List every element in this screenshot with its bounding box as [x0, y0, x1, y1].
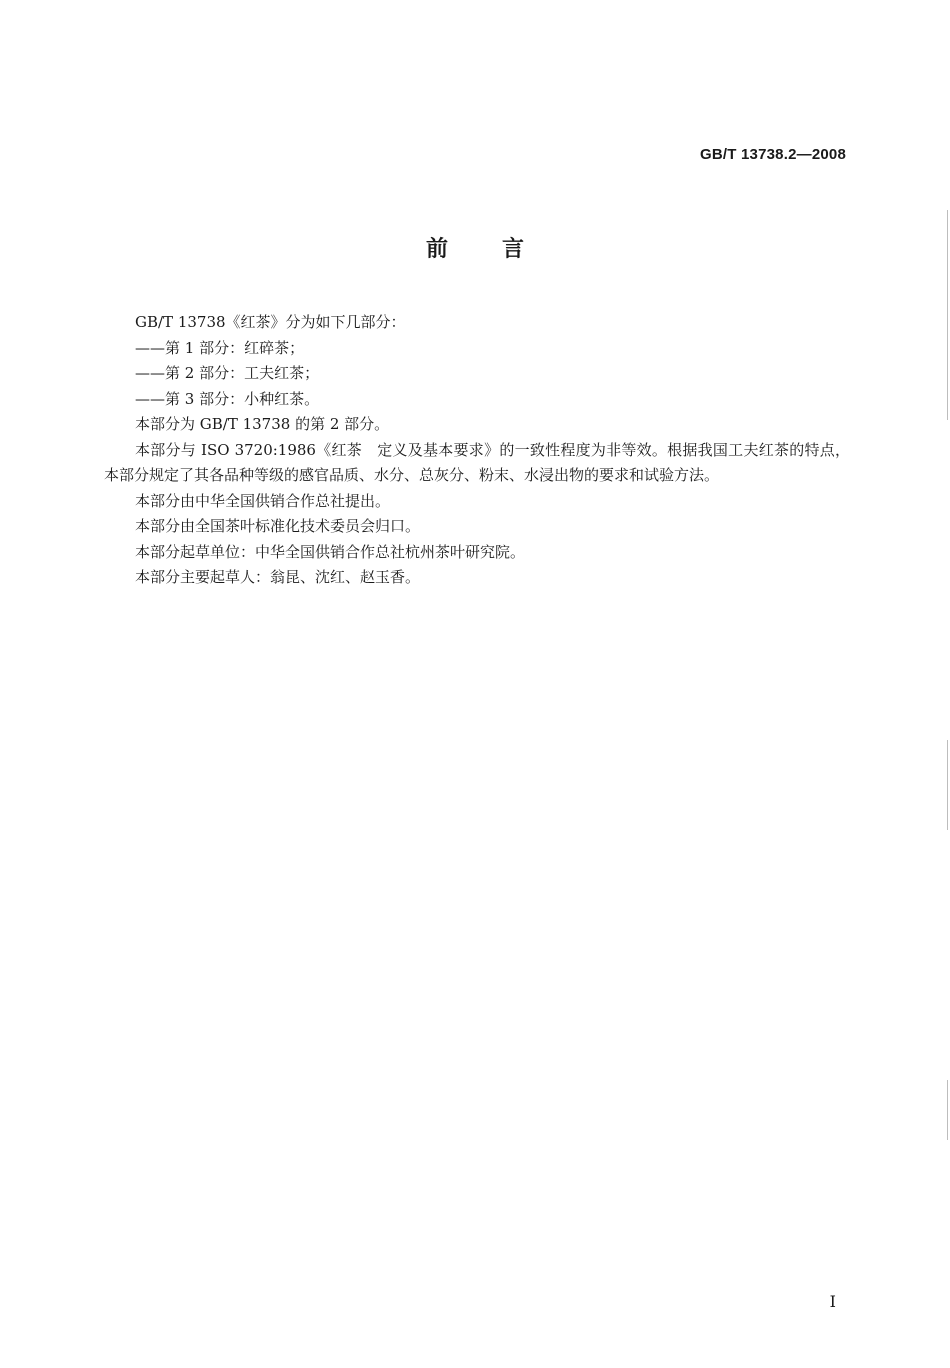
paragraph-drafters: 本部分主要起草人：翁昆、沈红、赵玉香。 — [135, 568, 421, 586]
paragraph-intro: GB/T 13738《红茶》分为如下几部分： — [135, 313, 406, 331]
paragraph-centralized-by: 本部分由全国茶叶标准化技术委员会归口。 — [135, 517, 421, 535]
scan-edge-mark — [947, 210, 948, 420]
paragraph-drafting-unit: 本部分起草单位：中华全国供销合作总社杭州茶叶研究院。 — [135, 542, 526, 561]
paragraph-this-part: 本部分为 GB/T 13738 的第 2 部分。 — [135, 415, 390, 433]
paragraph-part-1: ——第 1 部分：红碎茶； — [135, 338, 305, 357]
foreword-body — [104, 310, 850, 591]
paragraph-part-3: ——第 3 部分：小种红茶。 — [135, 389, 320, 408]
scan-edge-mark — [947, 740, 948, 830]
page-title: 前言 — [425, 237, 578, 262]
standard-number: GB/T 13738.2—2008 — [700, 146, 846, 163]
paragraph-part-2: ——第 2 部分：工夫红茶； — [135, 364, 320, 382]
paragraph-proposed-by: 本部分由中华全国供销合作总社提出。 — [135, 491, 391, 510]
page-number: I — [829, 1292, 836, 1311]
paragraph-consistency: 本部分与 ISO 3720:1986《红茶 定义及基本要求》的一致性程度为非等效。根据我国工夫红茶的特点，本部分规定了其各品种等级的感官品质、水分、总灰分、粉末、水浸出物的要求和试验方法。 — [104, 440, 850, 484]
scan-edge-mark — [947, 1080, 948, 1140]
